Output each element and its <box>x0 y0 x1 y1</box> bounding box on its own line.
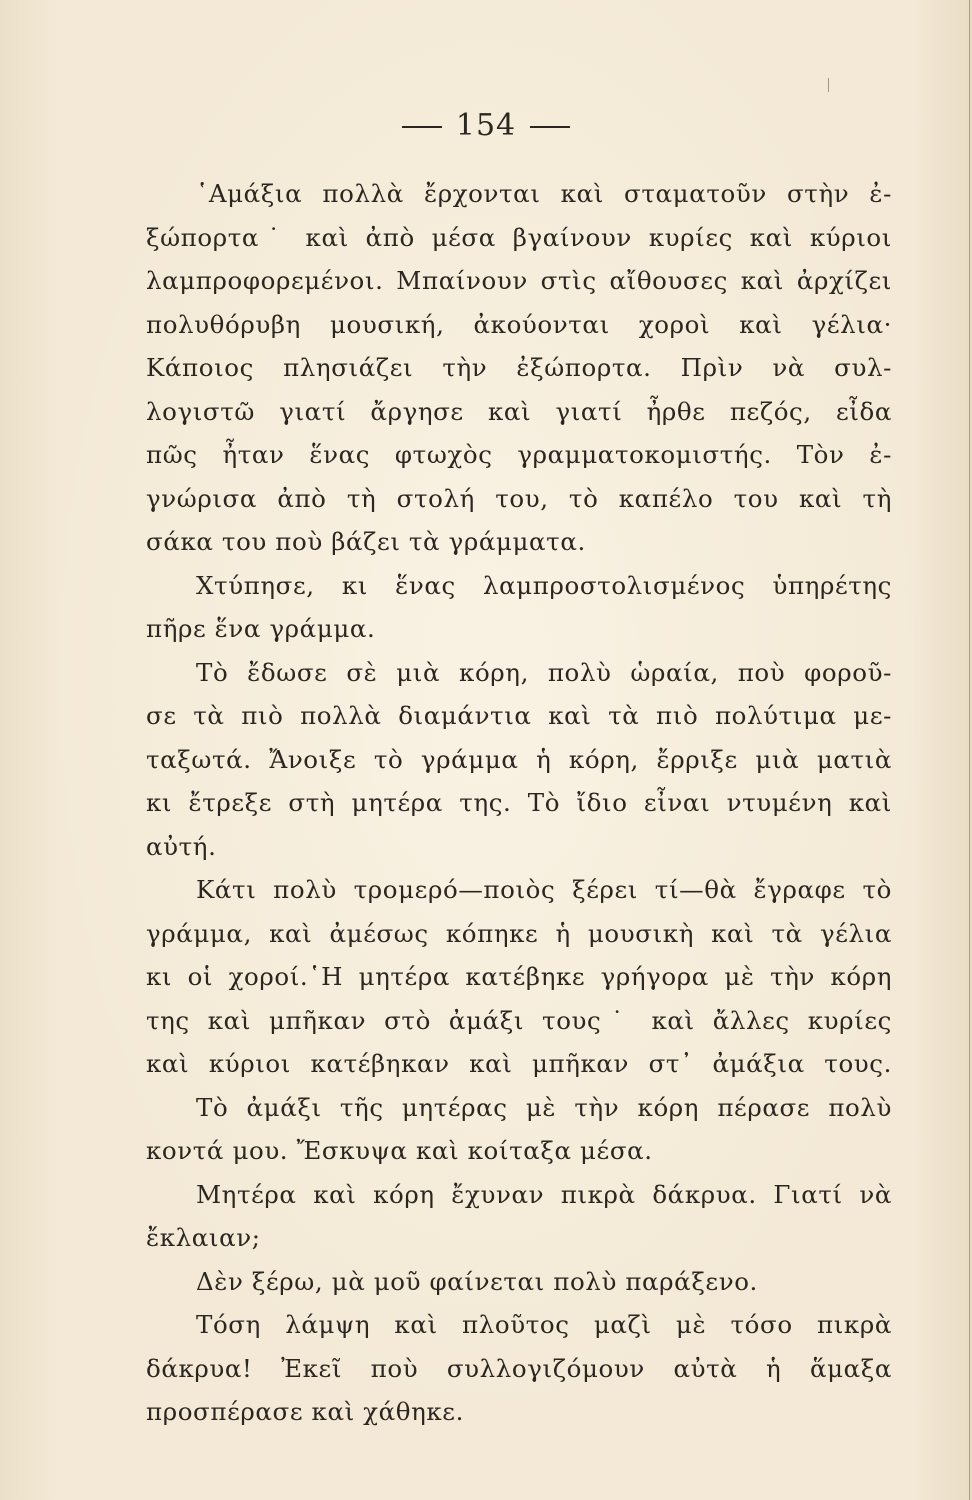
text-line: πῆρε ἕνα γράμμα. <box>146 614 376 643</box>
page-number-dash-left <box>402 126 442 128</box>
text-line: Μητέρα καὶ κόρη ἔχυναν πικρὰ δάκρυα. Γιατί νὰ <box>196 1179 892 1209</box>
text-line: της καὶ μπῆκαν στὸ ἀμάξι τους˙ καὶ ἄλλες κυρίες <box>146 1005 892 1035</box>
text-line: προσπέρασε καὶ χάθηκε. <box>146 1397 464 1426</box>
text-line: καὶ κύριοι κατέβηκαν καὶ μπῆκαν στ᾿ ἀμάξια τους. <box>146 1049 892 1078</box>
ink-mark <box>828 78 829 92</box>
text-line: δάκρυα! Ἐκεῖ ποὺ συλλογιζόμουν αὐτὰ ἡ ἅμαξα <box>146 1353 892 1383</box>
text-line: πολυθόρυβη μουσική, ἀκούονται χοροὶ καὶ γέλια· <box>146 309 892 339</box>
text-line: σε τὰ πιὸ πολλὰ διαμάντια καὶ τὰ πιὸ πολύτιμα με- <box>146 701 892 730</box>
text-line: ξώπορτα˙ καὶ ἀπὸ μέσα βγαίνουν κυρίες καὶ κύριοι <box>146 222 892 252</box>
text-line: γράμμα, καὶ ἀμέσως κόπηκε ἡ μουσικὴ καὶ τὰ γέλια <box>146 918 892 948</box>
text-line: Τόση λάμψη καὶ πλοῦτος μαζὶ μὲ τόσο πικρὰ <box>196 1310 892 1339</box>
text-line: Χτύπησε, κι ἕνας λαμπροστολισμένος ὑπηρέτης <box>196 570 892 600</box>
text-line: κι οἱ χοροί.῾Η μητέρα κατέβηκε γρήγορα μὲ τὴν κόρη <box>146 962 892 991</box>
text-line: Τὸ ἀμάξι τῆς μητέρας μὲ τὴν κόρη πέρασε πολὺ <box>196 1092 892 1122</box>
page-number-dash-right <box>530 126 570 128</box>
text-line: Κάποιος πλησιάζει τὴν ἐξώπορτα. Πρὶν νὰ συλ- <box>146 353 892 382</box>
text-line: πῶς ἦταν ἕνας φτωχὸς γραμματοκομιστής. Τὸν ἐ- <box>146 440 892 469</box>
text-line: κι ἔτρεξε στὴ μητέρα της. Τὸ ἴδιο εἶναι ντυμένη καὶ <box>146 788 892 817</box>
text-line: ῾Αμάξια πολλὰ ἔρχονται καὶ σταματοῦν στὴν ἐ- <box>196 179 892 208</box>
text-line: Δὲν ξέρω, μὰ μοῦ φαίνεται πολὺ παράξενο. <box>196 1266 758 1296</box>
text-line: σάκα του ποὺ βάζει τὰ γράμματα. <box>146 527 586 556</box>
text-line: κοντά μου. Ἔσκυψα καὶ κοίταξα μέσα. <box>146 1136 653 1165</box>
text-line: αὐτή. <box>146 831 217 861</box>
text-line: ἔκλαιαν; <box>146 1223 261 1252</box>
text-line: ταξωτά. Ἄνοιξε τὸ γράμμα ἡ κόρη, ἔρριξε μιὰ ματιὰ <box>146 744 892 774</box>
text-line: Τὸ ἔδωσε σὲ μιὰ κόρη, πολὺ ὡραία, ποὺ φοροῦ- <box>196 657 892 687</box>
text-line: λογιστῶ γιατί ἄργησε καὶ γιατί ἦρθε πεζός, εἶδα <box>146 396 892 426</box>
page-number-value: 154 <box>455 108 517 143</box>
body-text <box>146 172 892 1434</box>
page-edge-line <box>969 0 970 1500</box>
page-number <box>0 108 972 143</box>
text-line: Κάτι πολὺ τρομερό—ποιὸς ξέρει τί—θὰ ἔγραφε τὸ <box>196 875 892 904</box>
text-line: λαμπροφορεμένοι. Μπαίνουν στὶς αἴθουσες καὶ ἀρχίζει <box>146 266 892 295</box>
text-line: γνώρισα ἀπὸ τὴ στολή του, τὸ καπέλο του καὶ τὴ <box>146 483 892 513</box>
